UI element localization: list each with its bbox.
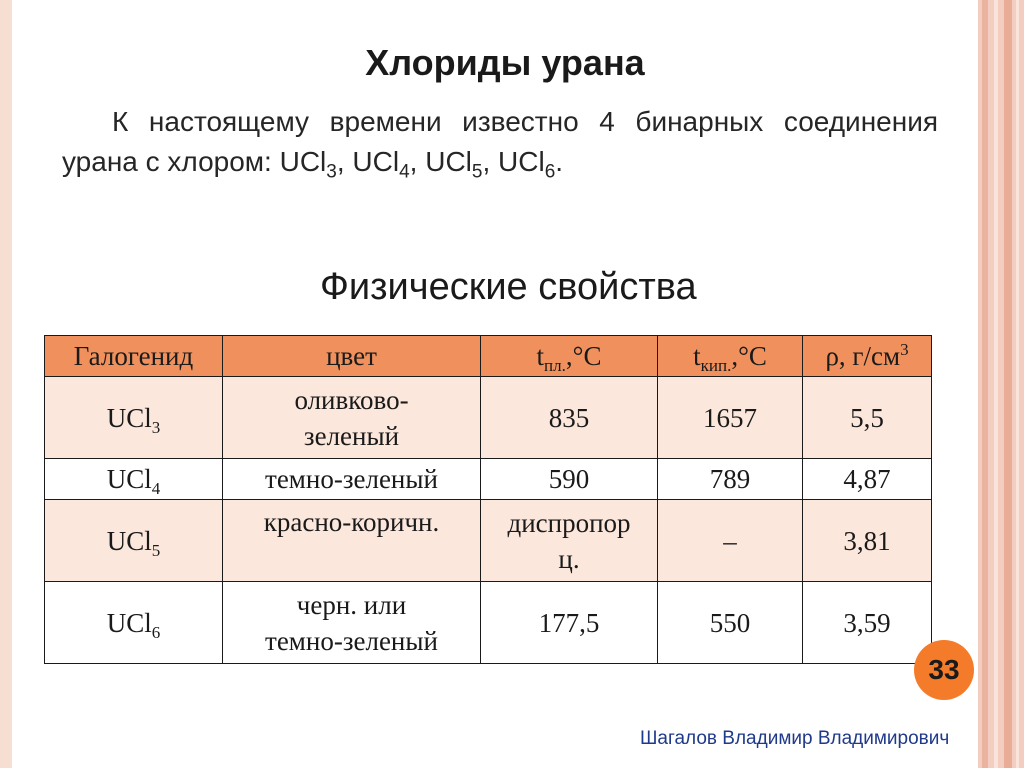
cell-formula: UCl$_6$ [45,582,223,664]
cell-density: 3,59 [803,582,932,664]
cell-boiling-point: 1657 [658,377,803,459]
cell-melting-point: диспропор ц. [481,500,658,582]
table-row [45,377,932,459]
cell-melting-point: 835 [481,377,658,459]
header-halide: Галогенид [45,336,223,377]
right-border-stripes [978,0,1024,768]
cell-color: красно-коричн. [223,500,481,582]
cell-melting-point: 590 [481,459,658,500]
header-color: цвет [223,336,481,377]
header-melting-point: $t_{пл.},^\circ C$ [481,336,658,377]
cell-density: 5,5 [803,377,932,459]
compound-ucl4: UCl$_4$ [352,146,410,183]
properties-table [44,335,932,664]
header-density: ρ, $г/см^3$ [803,336,932,377]
cell-color: темно-зеленый [223,459,481,500]
table-header-row [45,336,932,377]
page-number-badge: 33 [914,640,974,700]
intro-paragraph: К настоящему времени известно 4 бинарных соединения урана с хлором: UCl$_3$, UCl$_4$, UCl$_5$, UCl$_6$. [62,106,938,183]
header-boiling-point: $t_{кип.},^\circ C$ [658,336,803,377]
cell-boiling-point: 789 [658,459,803,500]
author-footer: Шагалов Владимир Владимирович [640,728,950,749]
cell-density: 3,81 [803,500,932,582]
cell-density: 4,87 [803,459,932,500]
table-row [45,500,932,582]
cell-color: оливково- зеленый [223,377,481,459]
cell-formula: UCl$_4$ [45,459,223,500]
cell-melting-point: 177,5 [481,582,658,664]
table-row [45,582,932,664]
table-row [45,459,932,500]
left-border-stripe [0,0,12,768]
intro-text: К настоящему времени известно 4 бинарных соединения урана с хлором: [62,106,938,177]
compound-ucl6: UCl$_6$ [498,146,556,183]
cell-boiling-point: 550 [658,582,803,664]
compound-ucl3: UCl$_3$ [279,146,337,183]
section-subtitle: Физические свойства [320,266,697,308]
compound-ucl5: UCl$_5$ [425,146,483,183]
slide-title: Хлориды урана [365,42,645,83]
cell-formula: UCl$_5$ [45,500,223,582]
cell-formula: UCl$_3$ [45,377,223,459]
cell-boiling-point: – [658,500,803,582]
cell-color: черн. или темно-зеленый [223,582,481,664]
